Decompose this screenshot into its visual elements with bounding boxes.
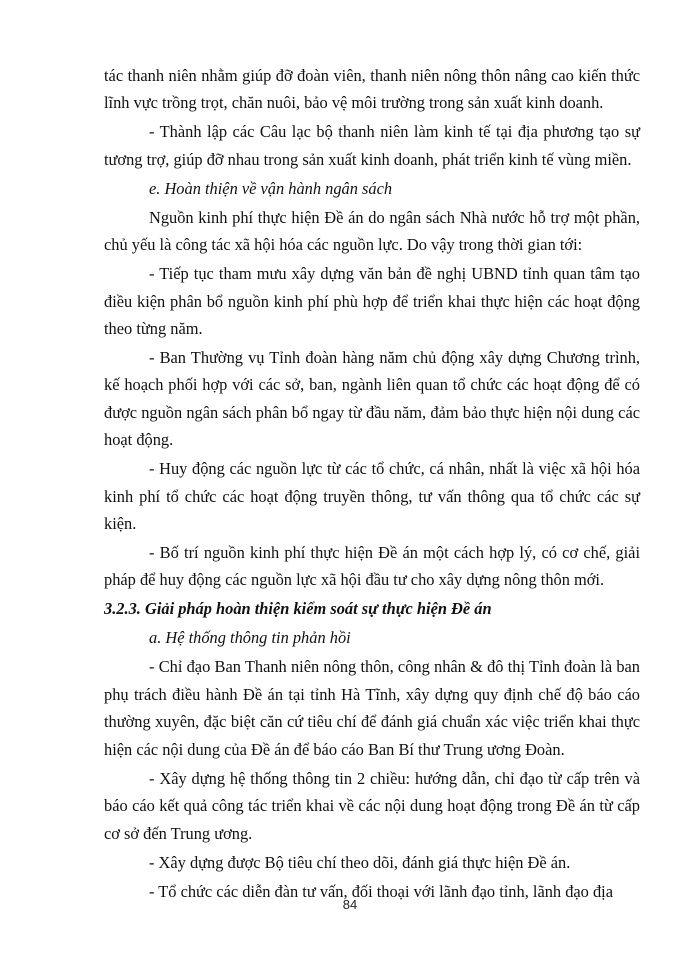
body-text: [104, 62, 640, 907]
paragraph-forums: - Tổ chức các diễn đàn tư vấn, đối thoại với lãnh đạo tỉnh, lãnh đạo địa: [149, 881, 613, 901]
paragraph-mobilize-resources: - Huy động các nguồn lực từ các tổ chức, cá nhân, nhất là việc xã hội hóa kinh phí tổ chức các hoạt động truyền thông, tư vấn thông qua tổ chức các sự kiện.: [104, 459, 640, 534]
paragraph-funding-source: Nguồn kinh phí thực hiện Đề án do ngân sách Nhà nước hỗ trợ một phần, chủ yếu là công tác xã hội hóa các nguồn lực. Do vậy trong thời gian tới:: [104, 207, 640, 255]
paragraph-advise-ubnd: - Tiếp tục tham mưu xây dựng văn bản đề nghị UBND tỉnh quan tâm tạo điều kiện phân bổ nguồn kinh phí phù hợp để triển khai thực hiện các hoạt động theo từng năm.: [104, 264, 640, 339]
subheading-budget-operation: e. Hoàn thiện về vận hành ngân sách: [149, 178, 393, 198]
subheading-feedback-system: a. Hệ thống thông tin phản hồi: [149, 628, 351, 648]
page-number: 84: [342, 897, 358, 912]
paragraph-allocate-funds: - Bố trí nguồn kinh phí thực hiện Đề án một cách hợp lý, có cơ chế, giải pháp để huy động các nguồn lực xã hội đầu tư cho xây dựng nông thôn mới.: [104, 543, 640, 590]
paragraph-continuation: tác thanh niên nhằm giúp đỡ đoàn viên, thanh niên nông thôn nâng cao kiến thức lĩnh vực trồng trọt, chăn nuôi, bảo vệ môi trường trong sản xuất kinh doanh.: [104, 66, 640, 113]
paragraph-standing-committee: - Ban Thường vụ Tỉnh đoàn hàng năm chủ động xây dựng Chương trình, kế hoạch phối hợp với các sở, ban, ngành liên quan tổ chức các hoạt động để có được nguồn ngân sách phân bổ ngay từ đầu năm, đảm bảo thực hiện nội dung các hoạt động.: [104, 348, 640, 450]
paragraph-youth-clubs: - Thành lập các Câu lạc bộ thanh niên làm kinh tế tại địa phương tạo sự tương trợ, giúp đỡ nhau trong sản xuất kinh doanh, phát triển kinh tế vùng miền.: [104, 122, 640, 169]
section-heading-3-2-3: 3.2.3. Giải pháp hoàn thiện kiểm soát sự thực hiện Đề án: [104, 599, 492, 619]
paragraph-two-way-info: - Xây dựng hệ thống thông tin 2 chiều: hướng dẫn, chỉ đạo từ cấp trên và báo cáo kết quả công tác triển khai về các nội dung hoạt động trong Đề án từ cấp cơ sở đến Trung ương.: [104, 768, 640, 843]
paragraph-criteria-set: - Xây dựng được Bộ tiêu chí theo dõi, đánh giá thực hiện Đề án.: [149, 852, 571, 872]
paragraph-direct-rural-youth: - Chỉ đạo Ban Thanh niên nông thôn, công nhân & đô thị Tỉnh đoàn là ban phụ trách điều hành Đề án tại tỉnh Hà Tĩnh, xây dựng quy định chế độ báo cáo thường xuyên, đặc biệt căn cứ tiêu chí để đánh giá chuẩn xác việc triển khai thực hiện các nội dung của Đề án để báo cáo Ban Bí thư Trung ương Đoàn.: [104, 657, 640, 759]
